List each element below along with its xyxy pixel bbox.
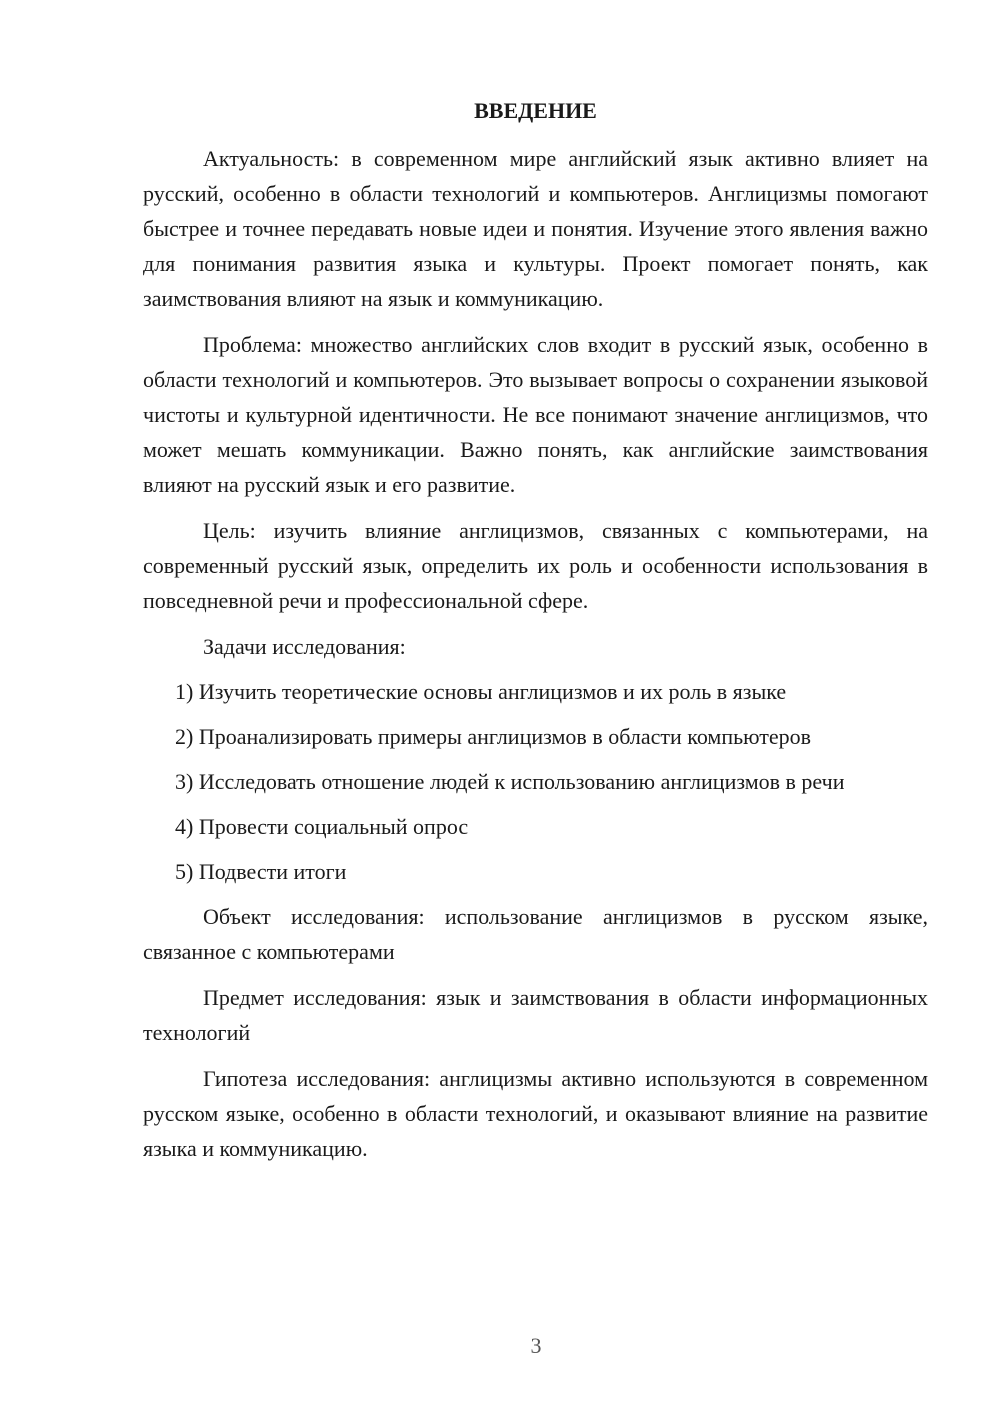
paragraph-problem: Проблема: множество английских слов входит в русский язык, особенно в области технологий и компьютеров. Это вызывает вопросы о сохранении языковой чистоты и культурной идентичности. Не все понимают значение англицизмов, что может мешать коммуникации. Важно понять, как английские заимствования влияют на русский язык и его развитие. — [143, 332, 928, 497]
list-item: 4) Провести социальный опрос — [175, 814, 469, 839]
list-item: 2) Проанализировать примеры англицизмов в области компьютеров — [175, 724, 812, 749]
paragraph-goal: Цель: изучить влияние англицизмов, связанных с компьютерами, на современный русский язык, определить их роль и особенности использования в повседневной речи и профессиональной сфере. — [143, 518, 928, 613]
tasks-heading: Задачи исследования: — [203, 634, 406, 659]
page-number: 3 — [530, 1333, 542, 1358]
list-item: 5) Подвести итоги — [175, 859, 347, 884]
list-item: 3) Исследовать отношение людей к использованию англицизмов в речи — [175, 769, 845, 794]
paragraph-subject: Предмет исследования: язык и заимствования в области информационных технологий — [143, 985, 928, 1045]
paragraph-relevance: Актуальность: в современном мире английский язык активно влияет на русский, особенно в области технологий и компьютеров. Англицизмы помогают быстрее и точнее передавать новые идеи и понятия. Изучение этого явления важно для понимания развития языка и культуры. Проект помогает понять, как заимствования влияют на язык и коммуникацию. — [143, 146, 928, 311]
paragraph-object: Объект исследования: использование англицизмов в русском языке, связанное с компьютерами — [143, 904, 928, 964]
page-content — [143, 96, 928, 1177]
task-list — [143, 674, 928, 889]
list-item: 1) Изучить теоретические основы англицизмов и их роль в языке — [175, 679, 787, 704]
section-title: ВВЕДЕНИЕ — [474, 98, 597, 123]
paragraph-hypothesis: Гипотеза исследования: англицизмы активно используются в современном русском языке, особенно в области технологий, и оказывают влияние на развитие языка и коммуникацию. — [143, 1066, 928, 1161]
